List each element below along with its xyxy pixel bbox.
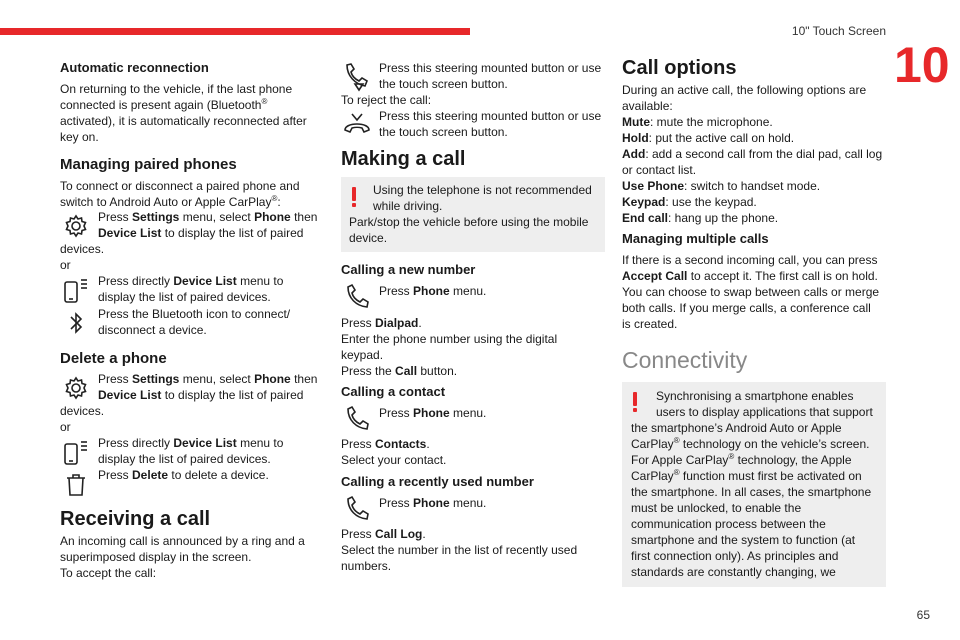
pick-up-phone-icon (341, 60, 373, 92)
accept-call-text: Press this steering mounted button or use the touch screen button. (379, 61, 602, 91)
contact-steps: Press Contacts. Select your contact. (341, 437, 447, 467)
contact-press-phone-text: Press Phone menu. (379, 406, 487, 420)
step-bluetooth-text: Press the Bluetooth icon to connect/ disconnect a device. (98, 307, 291, 337)
trash-icon (60, 468, 92, 500)
hang-up-phone-icon (341, 108, 373, 140)
managing-paragraph: To connect or disconnect a paired phone and switch to Android Auto or Apple CarPlay®: (60, 179, 300, 209)
gear-icon (60, 210, 92, 242)
header-accent-bar (0, 28, 470, 35)
making-heading: Making a call (341, 148, 466, 170)
recent-heading: Calling a recently used number (341, 474, 534, 489)
step-delete-settings-continued: devices. or (60, 404, 105, 434)
delete-heading: Delete a phone (60, 350, 167, 367)
phone-icon (341, 403, 373, 435)
phone-icon (341, 493, 373, 525)
receiving-heading: Receiving a call (60, 508, 211, 530)
step-settings-continued: devices. or (60, 242, 105, 272)
step-delete-settings-text: Press Settings menu, select Phone then Device List to display the list of paired (98, 372, 318, 402)
auto-reconnect-heading: Automatic reconnection (60, 60, 209, 75)
managing-heading: Managing paired phones (60, 156, 237, 173)
step-device-list-text: Press directly Device List menu to display the list of paired devices. (98, 274, 284, 304)
connectivity-warning-box: Synchronising a smartphone enables users to display applications that support the smartphone’s Android Auto or Apple CarPlay® technology on the vehicle’s screen. For Apple CarPlay® technology, the Apple CarPlay® function must first be activated on the smartphone. In all cases, the smartphone must be unlocked, to enable the communication process between the smartphone and the system to function (at first connection only). As principles and standards are constantly changing, we (622, 382, 886, 587)
call-options-list: During an active call, the following options are available: Mute: mute the microphone. Hold: put the active call on hold. Add: add a second call from the dial pad, call log or contact list. Use Phone: switch to handset mode. Keypad: use the keypad. End call: hang up the phone. (622, 83, 883, 225)
warning-icon (633, 392, 637, 412)
gear-icon (60, 372, 92, 404)
receiving-paragraph: An incoming call is announced by a ring and a superimposed display in the screen. To accept the call: (60, 534, 305, 580)
new-number-steps: Press Dialpad. Enter the phone number using the digital keypad. Press the Call button. (341, 316, 558, 378)
phone-icon (341, 281, 373, 313)
reject-call-text: Press this steering mounted button or use the touch screen button. (379, 109, 602, 139)
smartphone-icon (60, 436, 92, 468)
driving-warning-box: Using the telephone is not recommended while driving. Park/stop the vehicle before using the mobile device. (341, 177, 605, 252)
step-settings-text: Press Settings menu, select Phone then Device List to display the list of paired (98, 210, 318, 240)
new-number-heading: Calling a new number (341, 262, 476, 277)
step-delete-device-list-text: Press directly Device List menu to display the list of paired devices. (98, 436, 284, 466)
call-options-heading: Call options (622, 57, 737, 79)
chapter-number: 10 (894, 37, 950, 93)
page-number: 65 (916, 608, 930, 622)
multiple-calls-heading: Managing multiple calls (622, 231, 769, 246)
recent-steps: Press Call Log. Select the number in the list of recently used numbers. (341, 527, 578, 573)
multiple-calls-paragraph: If there is a second incoming call, you can press Accept Call to accept it. The first call is on hold. You can choose to swap between calls or merge both calls. If you merge calls, a conference call is created. (622, 253, 880, 331)
reject-label: To reject the call: (341, 93, 432, 107)
warning-icon (352, 187, 356, 207)
header-title: 10" Touch Screen (791, 24, 886, 38)
new-press-phone-text: Press Phone menu. (379, 284, 487, 298)
connectivity-heading: Connectivity (622, 347, 748, 373)
contact-heading: Calling a contact (341, 384, 446, 399)
recent-press-phone-text: Press Phone menu. (379, 496, 487, 510)
bluetooth-icon (60, 307, 92, 339)
smartphone-icon (60, 274, 92, 306)
auto-reconnect-paragraph: On returning to the vehicle, if the last phone connected is present again (Bluetooth® activated), it is automatically reconnected after key on. (60, 82, 307, 144)
step-delete-text: Press Delete to delete a device. (98, 468, 269, 482)
